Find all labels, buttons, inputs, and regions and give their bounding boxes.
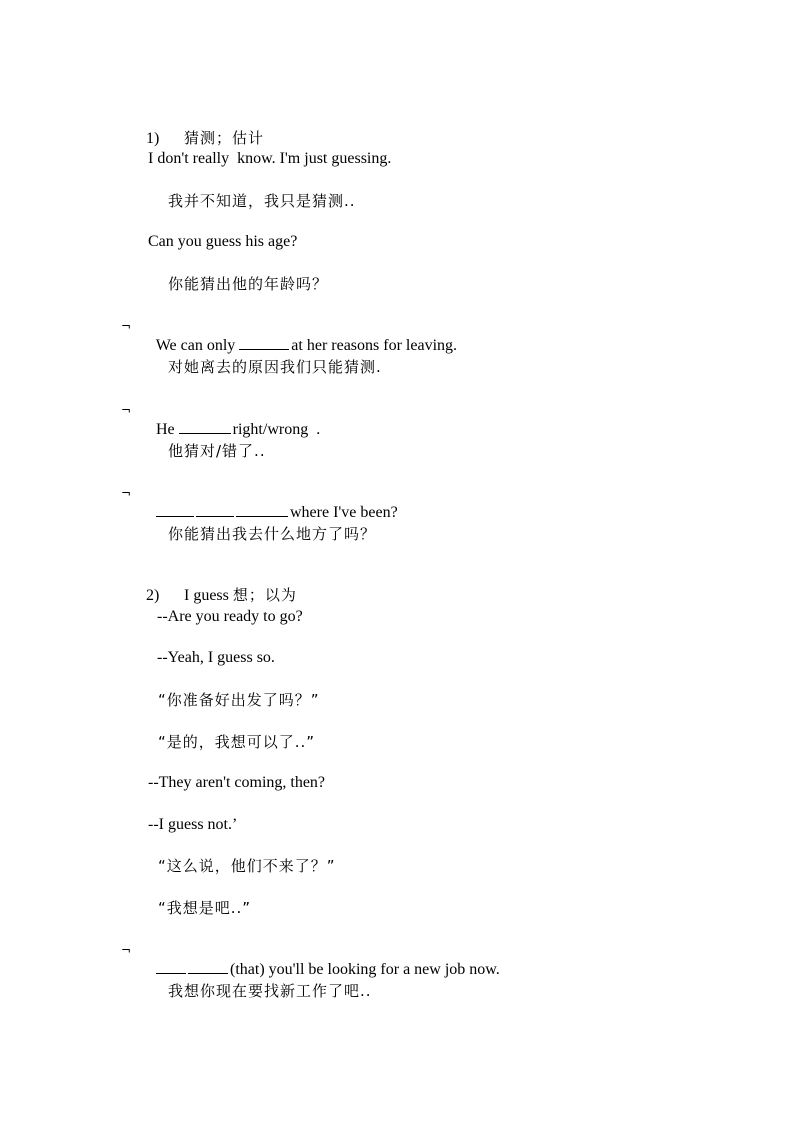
- sentence-part: right/wrong .: [232, 421, 321, 438]
- dialogue-line-zh: “你准备好出发了吗？”: [158, 691, 320, 709]
- sentence-part: We can only: [155, 337, 240, 354]
- example-sentence-en: I don't really know. I'm just guessing.: [148, 150, 392, 167]
- dialogue-line-en: --Are you ready to go?: [157, 608, 303, 625]
- sentence-part: at her reasons for leaving.: [291, 337, 458, 354]
- exercise-translation: 我想你现在要找新工作了吧..: [168, 982, 372, 1000]
- section-number: 1): [146, 130, 160, 147]
- dialogue-line-zh: “这么说，他们不来了？”: [158, 857, 336, 875]
- dialogue-line-en: --They aren't coming, then?: [148, 774, 326, 791]
- section-2-heading: [138, 565, 297, 604]
- section-1-heading: [138, 108, 265, 147]
- section-title: 猜测；估计: [184, 129, 265, 147]
- bullet-icon: ¬: [121, 486, 132, 500]
- example-sentence-en: Can you guess his age?: [148, 233, 298, 250]
- exercise-sentence: [148, 399, 321, 438]
- section-number: 2): [146, 587, 160, 604]
- example-sentence-zh: 我并不知道，我只是猜测..: [168, 192, 356, 210]
- sentence-part: where I've been?: [290, 504, 398, 521]
- fill-in-blank[interactable]: [236, 502, 288, 517]
- fill-in-blank[interactable]: [156, 959, 186, 974]
- dialogue-line-zh: “是的，我想可以了..”: [158, 733, 316, 751]
- fill-in-blank[interactable]: [196, 502, 234, 517]
- fill-in-blank[interactable]: [156, 502, 194, 517]
- bullet-icon: ¬: [121, 403, 132, 417]
- bullet-icon: ¬: [121, 319, 132, 333]
- bullet-icon: ¬: [121, 943, 132, 957]
- fill-in-blank[interactable]: [239, 335, 289, 350]
- dialogue-line-en: --I guess not.’: [148, 816, 238, 833]
- dialogue-line-zh: “我想是吧..”: [158, 899, 252, 917]
- dialogue-line-en: --Yeah, I guess so.: [157, 649, 275, 666]
- sentence-part: He: [156, 421, 179, 438]
- section-title-en: I guess: [184, 587, 229, 604]
- exercise-translation: 他猜对/错了..: [168, 442, 266, 460]
- exercise-translation: 对她离去的原因我们只能猜测.: [168, 358, 382, 376]
- sentence-part: (that) you'll be looking for a new job now.: [230, 961, 500, 978]
- fill-in-blank[interactable]: [188, 959, 228, 974]
- exercise-sentence: [148, 939, 500, 978]
- exercise-sentence: [148, 315, 458, 354]
- section-title-zh: 想；以为: [232, 586, 297, 604]
- fill-in-blank[interactable]: [179, 419, 231, 434]
- exercise-sentence: [148, 482, 398, 521]
- exercise-translation: 你能猜出我去什么地方了吗？: [168, 525, 377, 543]
- example-sentence-zh: 你能猜出他的年龄吗？: [168, 275, 329, 293]
